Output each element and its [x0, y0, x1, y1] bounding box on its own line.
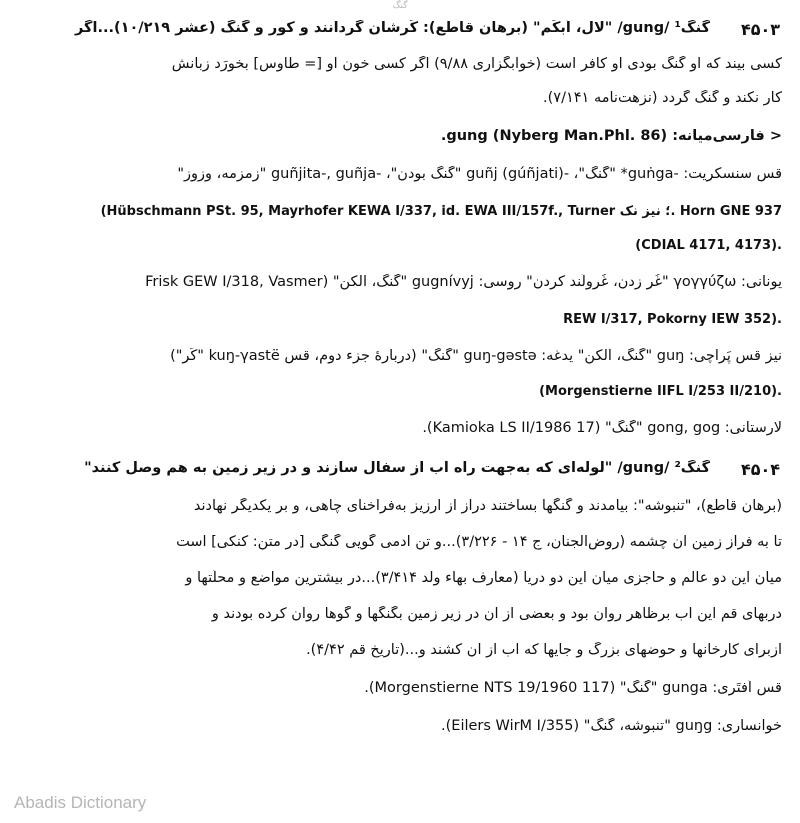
etymology-line: یونانی: γογγύζω "غُر زدن، غُرولُند کردن" روسی: gugnívyj "گُنگ، الکن" (Frisk GEW I/318, Vasmer — [145, 274, 782, 290]
etymology-line: < فارسی‌میانه: gung (Nyberg Man.Phl. 86). — [440, 128, 782, 144]
entry-number: ۴۵۰۳ — [740, 20, 780, 39]
top-watermark: گنگ — [392, 1, 408, 11]
site-watermark: Abadis Dictionary — [14, 793, 147, 812]
reference-line: REW I/317, Pokorny IEW 352). — [563, 312, 782, 327]
entry-line: (برهان قاطع)، "تنبوشه": بیامدند و گنگها بساختند دراز از ارزیز به‌فراخنای چاهی، و بر یکدیگر نهادند — [193, 498, 782, 514]
entry-line: دربهای قم این آب برظاهر روان بود و بعضی از آن در زیر زمین بگنگها و گوها روان کرده بودند و — [211, 606, 782, 622]
entry-line: گُنگ¹ /gung/ "لال، اَبکَم" (برهان قاطع): کَرِشان گردانند و کور و گنگ (عشر ۱۰/۲۱۹)...اگر — [75, 20, 710, 36]
entry-line: ازبرای کارخانها و حوضهای بزرگ و جایها که آب از آن کشند و...(تاریخ قم ۴/۴۲). — [306, 642, 782, 658]
etymology-line: لارستانی: gong, gog "گُنگ" (Kamioka LS II/1986 17). — [422, 420, 782, 436]
entry-line: گُنگ² /gung/ "لوله‌ای که به‌جهت راه آب از سفال سازند و در زیر زمین به هم وصل کنند" — [84, 460, 710, 476]
etymology-line: نیز قس پَراچی: guŋ "گُنگ، الکن" یدغه: guŋ-gəstə "گُنگ" (دربارهٔ جزء دوم، قس kuŋ-γastë "کَر") — [170, 348, 782, 364]
entry-number: ۴۵۰۴ — [740, 460, 780, 479]
entry-line: میان این دو عالم و حاجزی میان این دو دریا (معارف بهاء ولد ۳/۴۱۴)...در بیشترین مواضع و محلّتها و — [185, 570, 782, 586]
reference-line: (Hübschmann PSt. 95, Mayrhofer KEWA I/337, id. EWA III/157f., Turner ؛ نیز نک. Horn GNE 937 — [100, 204, 782, 219]
reference-line: (Morgenstierne IIFL I/253 II/210). — [539, 384, 782, 399]
reference-line: (CDIAL 4171, 4173). — [635, 238, 782, 253]
entry-line: کار نکند و گنگ گردد (نزهت‌نامه ۷/۱۴۱). — [543, 90, 782, 106]
entry-line: تا به فراز زمین آن چشمه (روض‌الجنان، ج ۱۴ - ۳/۲۲۶)...و تن آدمی گویی گنگی [در متن: کنکی] است — [176, 534, 782, 550]
etymology-line: خوانساری: guŋg "تنبوشه، گُنگ" (Eilers WirM I/355). — [441, 718, 782, 734]
entry-line: کسی بیند که او گنگ بودی او کافر است (خوابگزاری ۹/۸۸) اگر کسی خون او [= طاوس] بخورَد زبانش — [171, 56, 782, 72]
etymology-line: قس سنسکریت: -guṅga* "گُنگ"، -guñj (gúñjati) "گنگ بودن"، -guñjita-, guñja "زمزمه، وِزوِز" — [177, 166, 782, 182]
etymology-line: قس اَفتَری: gunga "گُنگ" (Morgenstierne NTS 19/1960 117). — [364, 680, 782, 696]
